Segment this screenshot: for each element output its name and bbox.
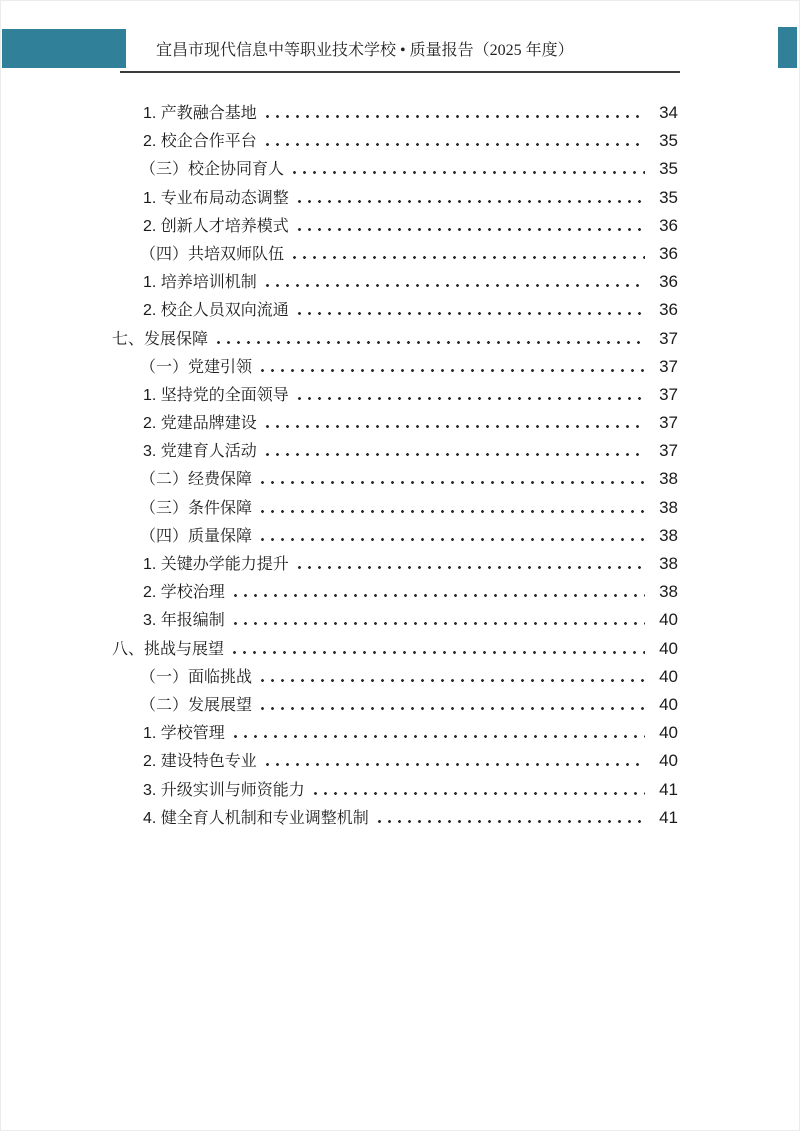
toc-entry-label: 1. 关键办学能力提升 [143, 556, 289, 573]
toc-leader-dots [298, 397, 645, 400]
toc-page-number: 40 [659, 666, 678, 686]
toc-leader-dots [378, 820, 645, 823]
toc-page-number: 36 [659, 243, 678, 263]
toc-entry[interactable] [112, 550, 680, 578]
toc-page-number: 36 [659, 215, 678, 235]
toc-entry[interactable] [112, 465, 680, 493]
toc-entry[interactable] [112, 494, 680, 522]
toc-entry[interactable] [112, 184, 680, 212]
toc-page-number: 35 [659, 187, 678, 207]
toc-leader-dots [233, 651, 645, 654]
toc-leader-dots [293, 256, 645, 259]
toc-entry-label: （三）校企协同育人 [140, 161, 285, 179]
toc-leader-dots [234, 622, 645, 625]
toc-entry-label: 3. 党建育人活动 [143, 443, 257, 461]
toc-entry[interactable] [112, 99, 680, 127]
toc-entry[interactable] [112, 212, 680, 240]
toc-page-number: 38 [659, 554, 678, 573]
header-accent-right-bar [778, 27, 797, 68]
toc-entry[interactable] [112, 776, 680, 804]
toc-leader-dots [261, 510, 645, 513]
table-of-contents [112, 99, 680, 832]
toc-entry-label: 1. 产教融合基地 [143, 105, 257, 122]
toc-leader-dots [261, 538, 645, 541]
toc-page-number: 37 [659, 441, 678, 461]
toc-entry[interactable] [112, 747, 680, 775]
toc-leader-dots [261, 481, 645, 484]
toc-leader-dots [266, 284, 645, 287]
toc-page-number: 38 [659, 497, 678, 517]
toc-entry-label: （一）党建引领 [140, 358, 253, 376]
toc-entry[interactable] [112, 268, 680, 296]
toc-entry[interactable] [112, 663, 680, 691]
toc-leader-dots [298, 566, 645, 569]
toc-entry[interactable] [112, 381, 680, 409]
toc-leader-dots [261, 707, 645, 710]
toc-leader-dots [234, 594, 645, 597]
toc-entry-label: 2. 校企人员双向流通 [143, 302, 289, 320]
toc-entry-label: 1. 培养培训机制 [143, 274, 257, 292]
toc-leader-dots [234, 735, 645, 738]
toc-page-number: 40 [659, 723, 678, 743]
toc-page-number: 36 [659, 272, 678, 292]
toc-entry[interactable] [112, 691, 680, 719]
toc-page-number: 35 [659, 159, 678, 179]
toc-entry-label: 1. 学校管理 [143, 725, 225, 743]
toc-entry[interactable] [112, 437, 680, 465]
toc-entry[interactable] [112, 578, 680, 606]
toc-page-number: 41 [659, 779, 678, 799]
toc-page-number: 41 [659, 807, 678, 827]
header-title: 宜昌市现代信息中等职业技术学校 • 质量报告（2025 年度） [156, 42, 574, 59]
toc-page-number: 35 [659, 131, 678, 151]
toc-entry-label: 3. 年报编制 [143, 612, 225, 630]
toc-leader-dots [266, 143, 645, 146]
toc-leader-dots [298, 228, 645, 231]
toc-entry[interactable] [112, 155, 680, 183]
toc-leader-dots [298, 312, 645, 315]
toc-page-number: 37 [659, 413, 678, 433]
toc-entry[interactable] [112, 325, 680, 353]
toc-entry-label: （二）发展展望 [140, 696, 253, 714]
toc-entry[interactable] [112, 409, 680, 437]
toc-page-number: 40 [659, 751, 678, 771]
toc-leader-dots [314, 792, 645, 795]
toc-leader-dots [266, 763, 645, 766]
toc-entry[interactable] [112, 296, 680, 324]
toc-leader-dots [266, 453, 645, 456]
toc-leader-dots [266, 425, 645, 428]
toc-page-number: 38 [659, 525, 678, 545]
header-rule [120, 71, 680, 73]
toc-page-number: 40 [659, 610, 678, 630]
toc-leader-dots [261, 369, 645, 372]
toc-entry[interactable] [112, 240, 680, 268]
toc-page-number: 36 [659, 300, 678, 320]
toc-entry[interactable] [112, 719, 680, 747]
toc-page-number: 38 [659, 469, 678, 489]
toc-page-number: 34 [659, 103, 678, 122]
toc-leader-dots [293, 171, 645, 174]
toc-page-number: 37 [659, 328, 678, 348]
toc-entry-label: （三）条件保障 [140, 499, 253, 517]
toc-leader-dots [298, 200, 645, 203]
toc-page-number: 38 [659, 582, 678, 602]
toc-leader-dots [261, 679, 645, 682]
toc-entry-label: 2. 校企合作平台 [143, 133, 257, 151]
toc-entry-label: （四）质量保障 [140, 527, 253, 545]
toc-entry-label: 七、发展保障 [112, 330, 209, 348]
toc-entry-label: 3. 升级实训与师资能力 [143, 781, 305, 799]
toc-entry[interactable] [112, 353, 680, 381]
toc-entry-label: （一）面临挑战 [140, 668, 253, 686]
toc-leader-dots [217, 341, 645, 344]
toc-entry-label: 1. 专业布局动态调整 [143, 189, 289, 207]
toc-entry-label: 八、挑战与展望 [112, 640, 225, 658]
toc-entry[interactable] [112, 606, 680, 634]
toc-leader-dots [266, 115, 645, 118]
toc-entry-label: 2. 党建品牌建设 [143, 415, 257, 433]
toc-page-number: 37 [659, 356, 678, 376]
toc-entry[interactable] [112, 127, 680, 155]
toc-entry-label: 4. 健全育人机制和专业调整机制 [143, 809, 369, 827]
toc-entry[interactable] [112, 522, 680, 550]
toc-entry[interactable] [112, 635, 680, 663]
toc-entry-label: 2. 创新人才培养模式 [143, 217, 289, 235]
toc-page-number: 40 [659, 694, 678, 714]
toc-entry-label: 2. 建设特色专业 [143, 753, 257, 771]
toc-entry[interactable] [112, 804, 680, 832]
toc-entry-label: （四）共培双师队伍 [140, 245, 285, 263]
header-accent-left-bar [2, 29, 126, 68]
toc-page-number: 37 [659, 384, 678, 404]
toc-entry-label: 2. 学校治理 [143, 584, 225, 602]
toc-entry-label: 1. 坚持党的全面领导 [143, 386, 289, 404]
toc-entry-label: （二）经费保障 [140, 471, 253, 489]
toc-page-number: 40 [659, 638, 678, 658]
